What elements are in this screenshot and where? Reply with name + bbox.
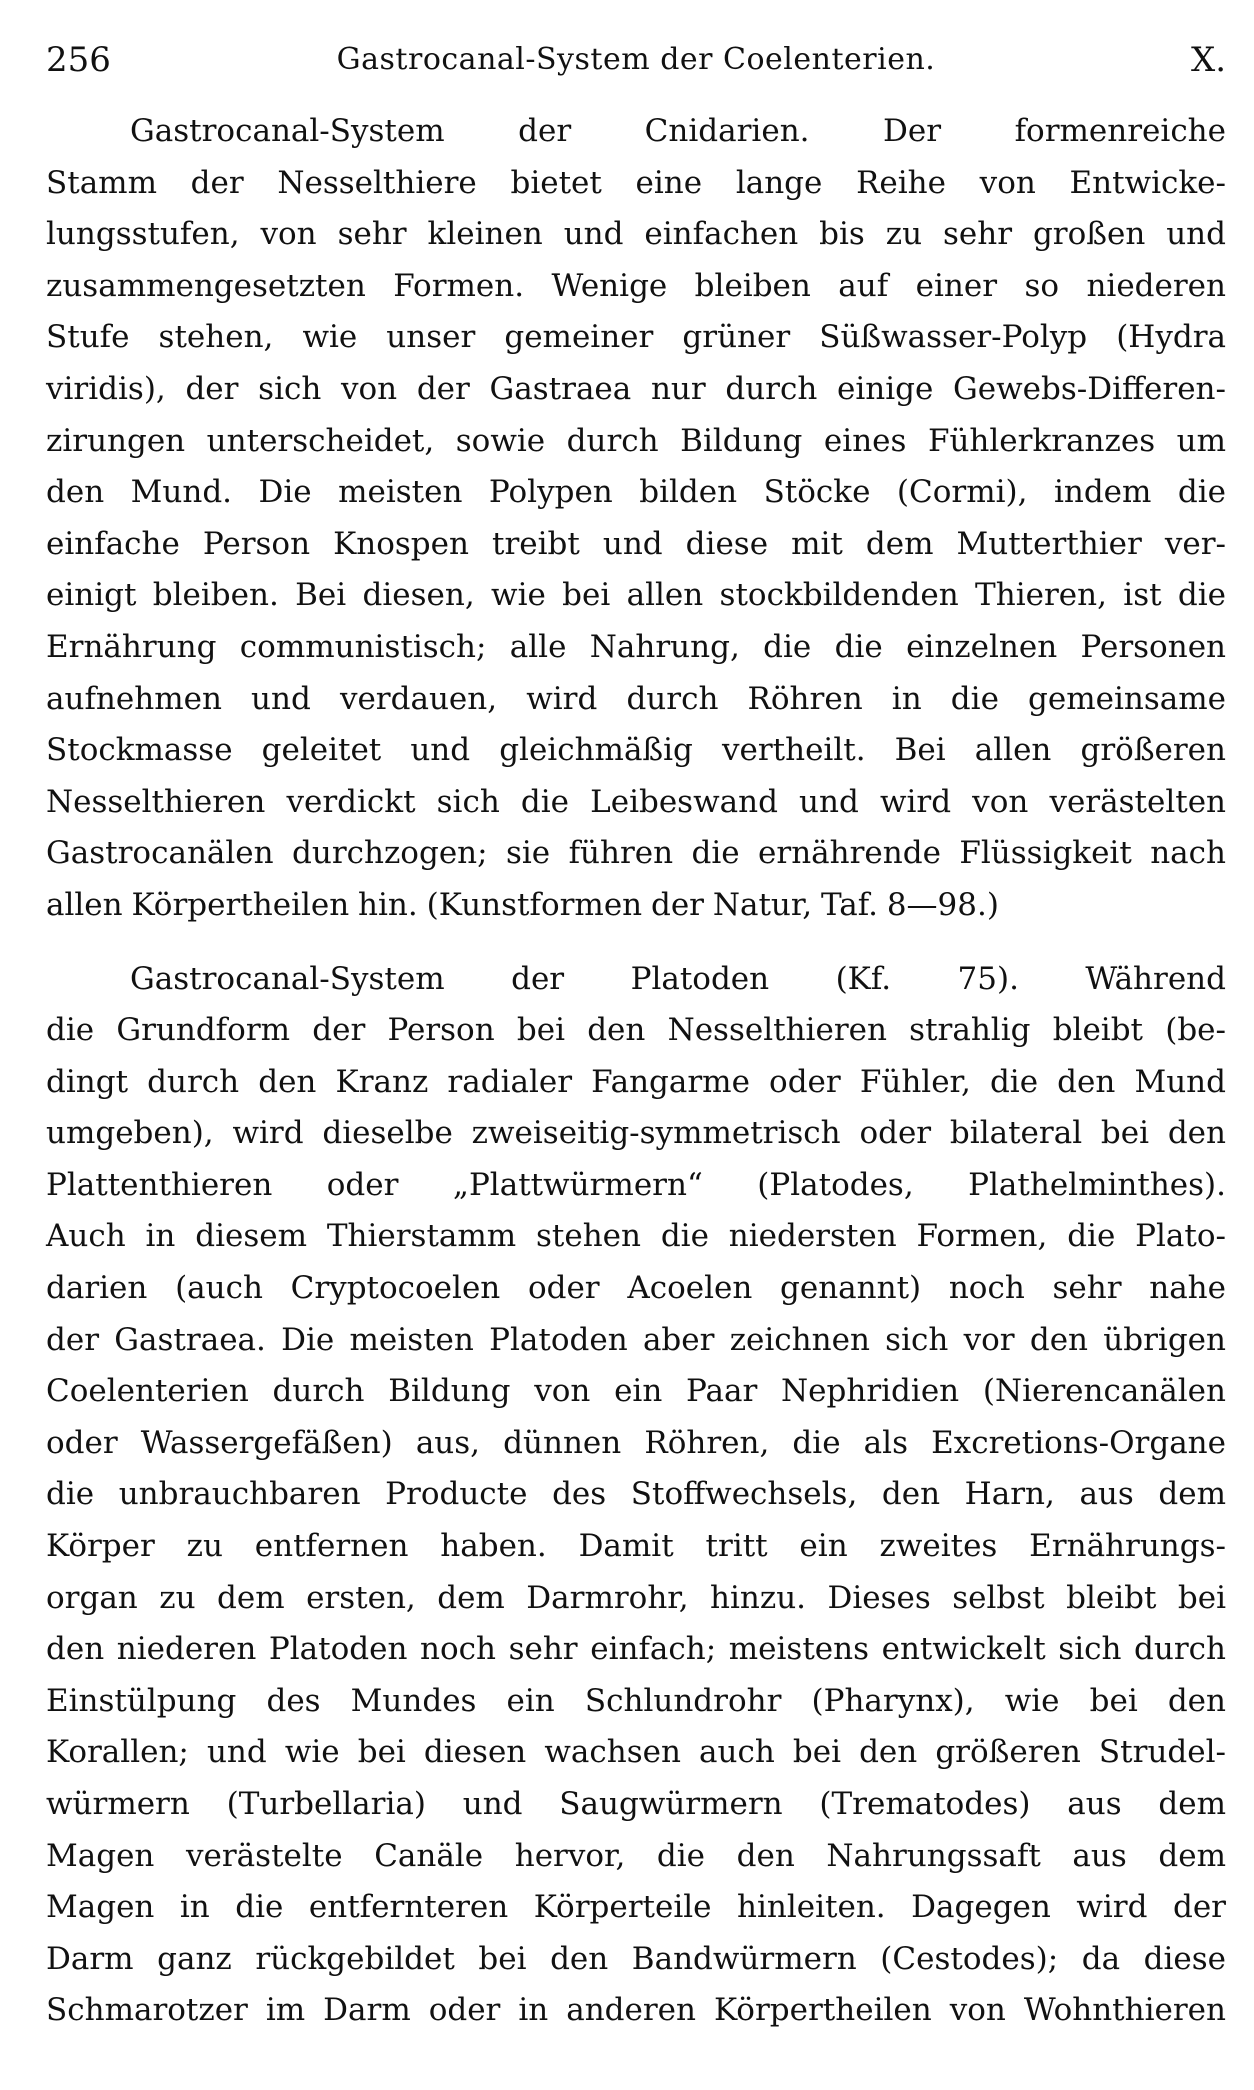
text-line: zirungen unterscheidet, sowie durch Bildung eines Fühlerkranzes um (46, 422, 1226, 459)
text-line: die Grundform der Person bei den Nesselthieren strahlig bleibt (be- (46, 1012, 1226, 1049)
text-line: zusammengesetzten Formen. Wenige bleiben auf einer so niederen (46, 267, 1226, 304)
chapter-number: X. (1190, 40, 1226, 80)
text-line: Schmarotzer im Darm oder in anderen Körpertheilen von Wohnthieren (46, 1992, 1226, 2029)
text-line: umgeben), wird dieselbe zweiseitig-symmetrisch oder bilateral bei den (46, 1115, 1226, 1152)
paragraph-cnidarien (46, 106, 1226, 932)
text-line: viridis), der sich von der Gastraea nur durch einige Gewebs-Differen- (46, 370, 1226, 407)
text-line: Korallen; und wie bei diesen wachsen auch bei den größeren Strudel- (46, 1734, 1226, 1771)
text-line: Gastrocanal-System der Cnidarien. Der formenreiche (130, 113, 1226, 149)
text-line: Nesselthieren verdickt sich die Leibeswand und wird von verästelten (46, 783, 1226, 820)
text-line: Stamm der Nesselthiere bietet eine lange Reihe von Entwicke- (46, 164, 1226, 201)
text-line: Gastrocanal-System der Platoden (Kf. 75). Während (130, 960, 1226, 997)
text-line: Magen in die entfernteren Körperteile hinleiten. Dagegen wird der (46, 1889, 1226, 1926)
text-line: allen Körpertheilen hin. (Kunstformen der Natur, Taf. 8—98.) (46, 886, 999, 923)
text-line: Coelenterien durch Bildung von ein Paar Nephridien (Nierencanälen (46, 1373, 1226, 1410)
text-line: Magen verästelte Canäle hervor, die den Nahrungssaft aus dem (46, 1837, 1226, 1874)
text-line: die unbrauchbaren Producte des Stoffwechsels, den Harn, aus dem (46, 1476, 1226, 1513)
text-line: den niederen Platoden noch sehr einfach; meistens entwickelt sich durch (46, 1631, 1226, 1668)
text-line: Auch in diesem Thierstamm stehen die niedersten Formen, die Plato- (46, 1218, 1226, 1255)
text-line: einfache Person Knospen treibt und diese mit dem Mutterthier ver- (46, 525, 1226, 562)
text-line: Plattenthieren oder „Plattwürmern“ (Platodes, Plathelminthes). (46, 1166, 1226, 1203)
book-page (46, 30, 1226, 2070)
text-line: den Mund. Die meisten Polypen bilden Stöcke (Cormi), indem die (46, 474, 1226, 511)
text-line: oder Wassergefäßen) aus, dünnen Röhren, die als Excretions-Organe (46, 1424, 1226, 1461)
paragraph-platoden (46, 954, 1226, 2037)
text-line: der Gastraea. Die meisten Platoden aber zeichnen sich vor den übrigen (46, 1321, 1226, 1358)
text-line: Einstülpung des Mundes ein Schlundrohr (Pharynx), wie bei den (46, 1682, 1226, 1719)
text-line: Ernährung communistisch; alle Nahrung, die die einzelnen Personen (46, 628, 1226, 665)
text-line: dingt durch den Kranz radialer Fangarme oder Fühler, die den Mund (46, 1063, 1226, 1100)
text-line: Stockmasse geleitet und gleichmäßig vertheilt. Bei allen größeren (46, 732, 1226, 769)
text-line: aufnehmen und verdauen, wird durch Röhren in die gemeinsame (46, 680, 1226, 717)
text-line: Körper zu entfernen haben. Damit tritt ein zweites Ernährungs- (46, 1528, 1226, 1565)
text-line: würmern (Turbellaria) und Saugwürmern (Trematodes) aus dem (46, 1786, 1226, 1822)
text-line: lungsstufen, von sehr kleinen und einfachen bis zu sehr großen und (46, 216, 1226, 253)
text-line: einigt bleiben. Bei diesen, wie bei allen stockbildenden Thieren, ist die (46, 577, 1226, 614)
text-line: Stufe stehen, wie unser gemeiner grüner Süßwasser-Polyp (Hydra (46, 319, 1226, 356)
page-number: 256 (46, 40, 111, 80)
running-head (46, 30, 1226, 90)
text-line: organ zu dem ersten, dem Darmrohr, hinzu. Dieses selbst bleibt bei (46, 1579, 1226, 1616)
text-line: Gastrocanälen durchzogen; sie führen die ernährende Flüssigkeit nach (46, 835, 1226, 872)
text-line: darien (auch Cryptocoelen oder Acoelen genannt) noch sehr nahe (46, 1270, 1226, 1307)
running-title: Gastrocanal-System der Coelenterien. (336, 42, 936, 77)
text-line: Darm ganz rückgebildet bei den Bandwürmern (Cestodes); da diese (46, 1940, 1226, 1977)
